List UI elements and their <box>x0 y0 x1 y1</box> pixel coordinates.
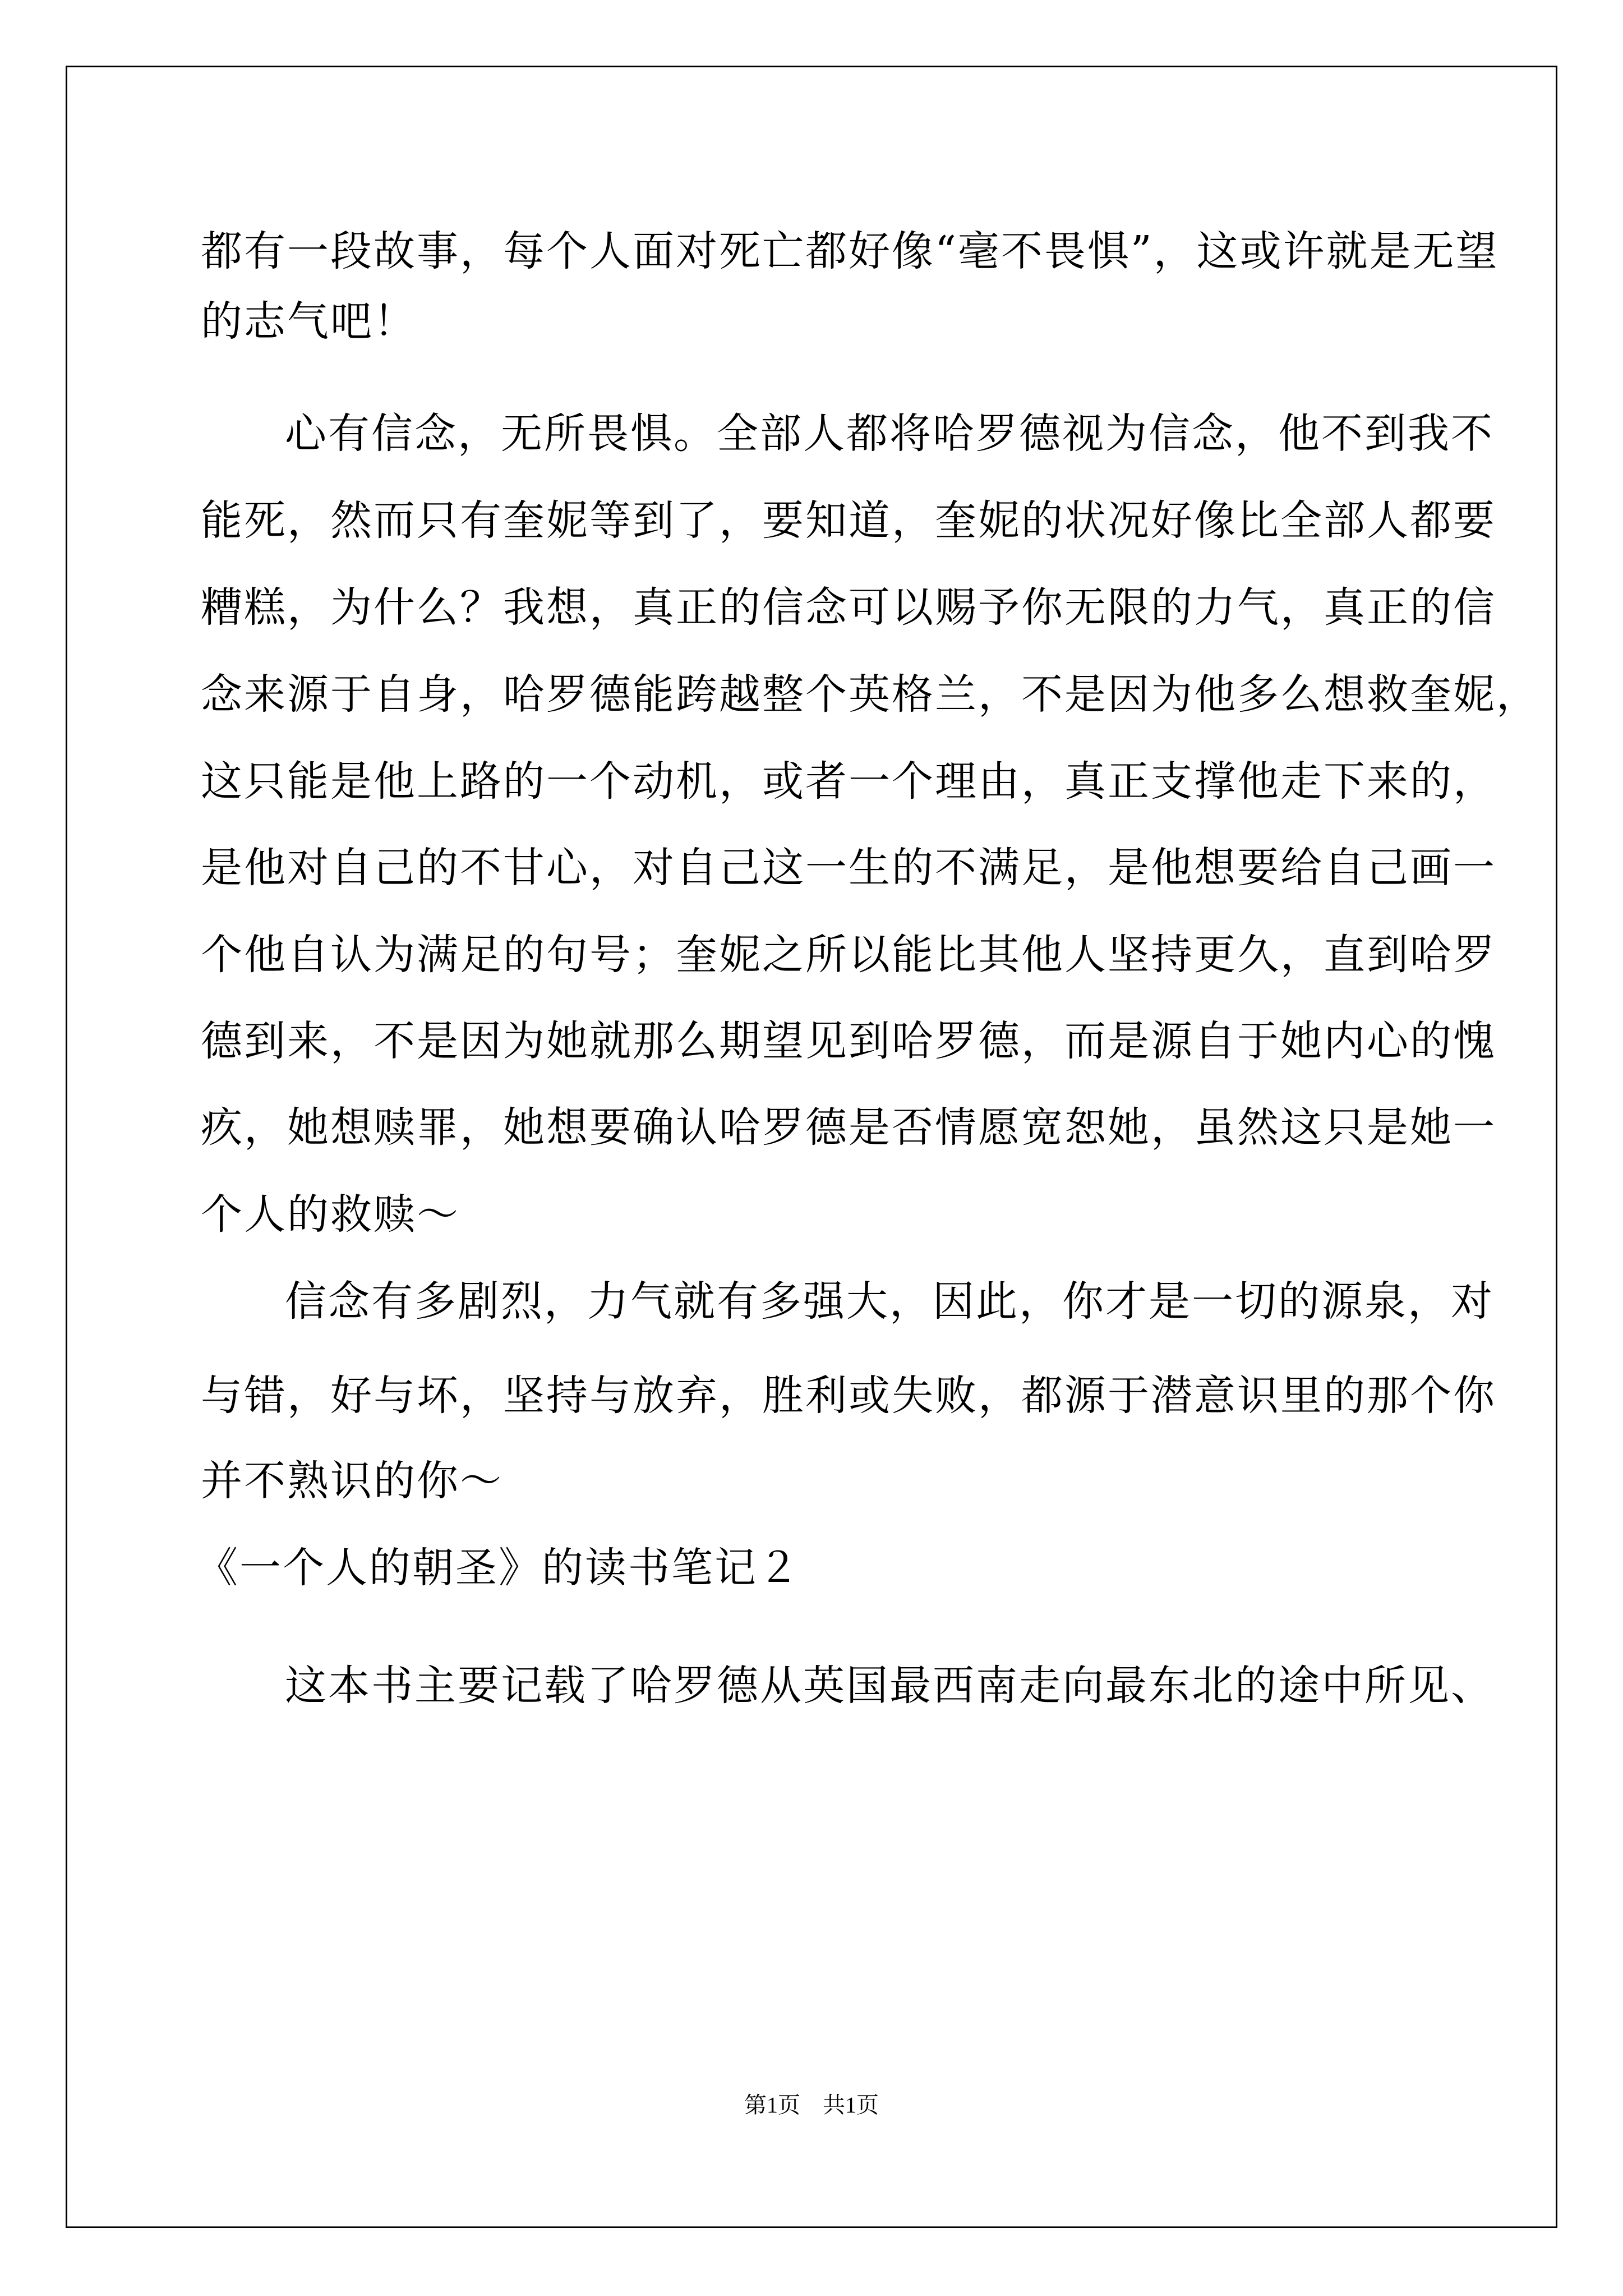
paragraph-start-line: 心有信念，无所畏惧。全部人都将哈罗德视为信念，他不到我不 <box>285 409 1494 458</box>
text-line: 的志气吧！ <box>201 297 417 346</box>
text-line: 糟糕，为什么？我想，真正的信念可以赐予你无限的力气，真正的信 <box>201 583 1496 632</box>
text-line: 疚，她想赎罪，她想要确认哈罗德是否情愿宽恕她，虽然这只是她一 <box>201 1103 1496 1152</box>
text-line: 能死，然而只有奎妮等到了，要知道，奎妮的状况好像比全部人都要 <box>201 496 1496 545</box>
section-heading: 《一个人的朝圣》的读书笔记２ <box>196 1544 801 1592</box>
text-line: 并不熟识的你～ <box>201 1457 503 1505</box>
text-line: 是他对自己的不甘心，对自己这一生的不满足，是他想要给自己画一 <box>201 844 1496 892</box>
text-line: 与错，好与坏，坚持与放弃，胜利或失败，都源于潜意识里的那个你 <box>201 1372 1496 1420</box>
paragraph-start-line: 这本书主要记载了哈罗德从英国最西南走向最东北的途中所见、 <box>285 1662 1494 1710</box>
text-line: 信念有多剧烈，力气就有多强大，因此，你才是一切的源泉，对 <box>285 1277 1494 1326</box>
text-line: 个他自认为满足的句号；奎妮之所以能比其他人坚持更久，直到哈罗 <box>201 931 1496 979</box>
text-line: 德到来，不是因为她就那么期望见到哈罗德，而是源自于她内心的愧 <box>201 1017 1496 1065</box>
text-line: 个人的救赎～ <box>201 1190 460 1239</box>
text-line: 都有一段故事，每个人面对死亡都好像“毫不畏惧”，这或许就是无望 <box>201 227 1499 275</box>
page-number-footer: 第1页 共1页 <box>744 2092 879 2118</box>
text-line: 念来源于自身，哈罗德能跨越整个英格兰，不是因为他多么想救奎妮， <box>201 670 1539 719</box>
text-line: 这只能是他上路的一个动机，或者一个理由，真正支撑他走下来的， <box>201 757 1496 806</box>
